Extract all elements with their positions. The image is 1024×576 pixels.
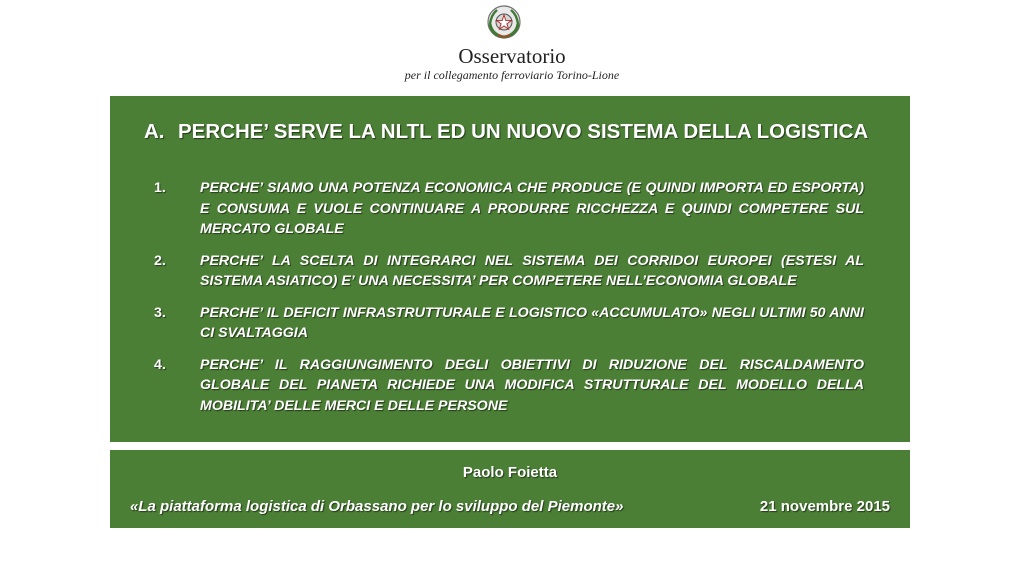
list-item-number: 1. <box>154 180 166 196</box>
list-item <box>154 303 864 344</box>
list-item-number: 2. <box>154 252 166 269</box>
talk-title: «La piattaforma logistica di Orbassano per lo sviluppo del Piemonte» <box>130 498 624 515</box>
org-name: Osservatorio <box>458 44 566 68</box>
section-title <box>144 120 904 144</box>
reasons-list <box>154 178 864 427</box>
footer-panel <box>110 450 910 528</box>
list-item-number: 4. <box>154 356 166 373</box>
section-title-text: PERCHE’ SERVE LA NLTL ED UN NUOVO SISTEMA DELLA LOGISTICA <box>178 120 869 143</box>
list-item <box>154 178 864 240</box>
list-item <box>154 355 864 417</box>
header <box>0 0 1024 92</box>
list-item-text: PERCHE’ IL RAGGIUNGIMENTO DEGLI OBIETTIVI DI RIDUZIONE DEL RISCALDAMENTO GLOBALE DEL PIANETA RICHIEDE UNA MODIFICA STRUTTURALE DEL MODELLO DELLA MOBILITA’ DELLE MERCI E DELLE PERSONE <box>200 356 864 414</box>
author-name: Paolo Foietta <box>462 464 558 481</box>
event-date: 21 novembre 2015 <box>759 498 890 515</box>
list-item-text: PERCHE’ SIAMO UNA POTENZA ECONOMICA CHE PRODUCE (E QUINDI IMPORTA ED ESPORTA) E CONSUMA E VUOLE CONTINUARE A PRODURRE RICCHEZZA E QUINDI COMPETERE SUL MERCATO GLOBALE <box>200 180 864 237</box>
list-item-number: 3. <box>154 304 166 321</box>
italian-republic-emblem-icon <box>486 4 522 40</box>
list-item <box>154 251 864 292</box>
section-letter: A. <box>144 120 165 143</box>
main-panel <box>110 96 910 442</box>
list-item-text: PERCHE’ LA SCELTA DI INTEGRARCI NEL SISTEMA DEI CORRIDOI EUROPEI (ESTESI AL SISTEMA ASIATICO) E’ UNA NECESSITA’ PER COMPETERE NELL’ECONOMIA GLOBALE <box>200 252 864 289</box>
org-subtitle: per il collegamento ferroviario Torino-Lione <box>404 68 620 82</box>
list-item-text: PERCHE’ IL DEFICIT INFRASTRUTTURALE E LOGISTICO «ACCUMULATO» NEGLI ULTIMI 50 ANNI CI SVALTAGGIA <box>200 304 864 341</box>
